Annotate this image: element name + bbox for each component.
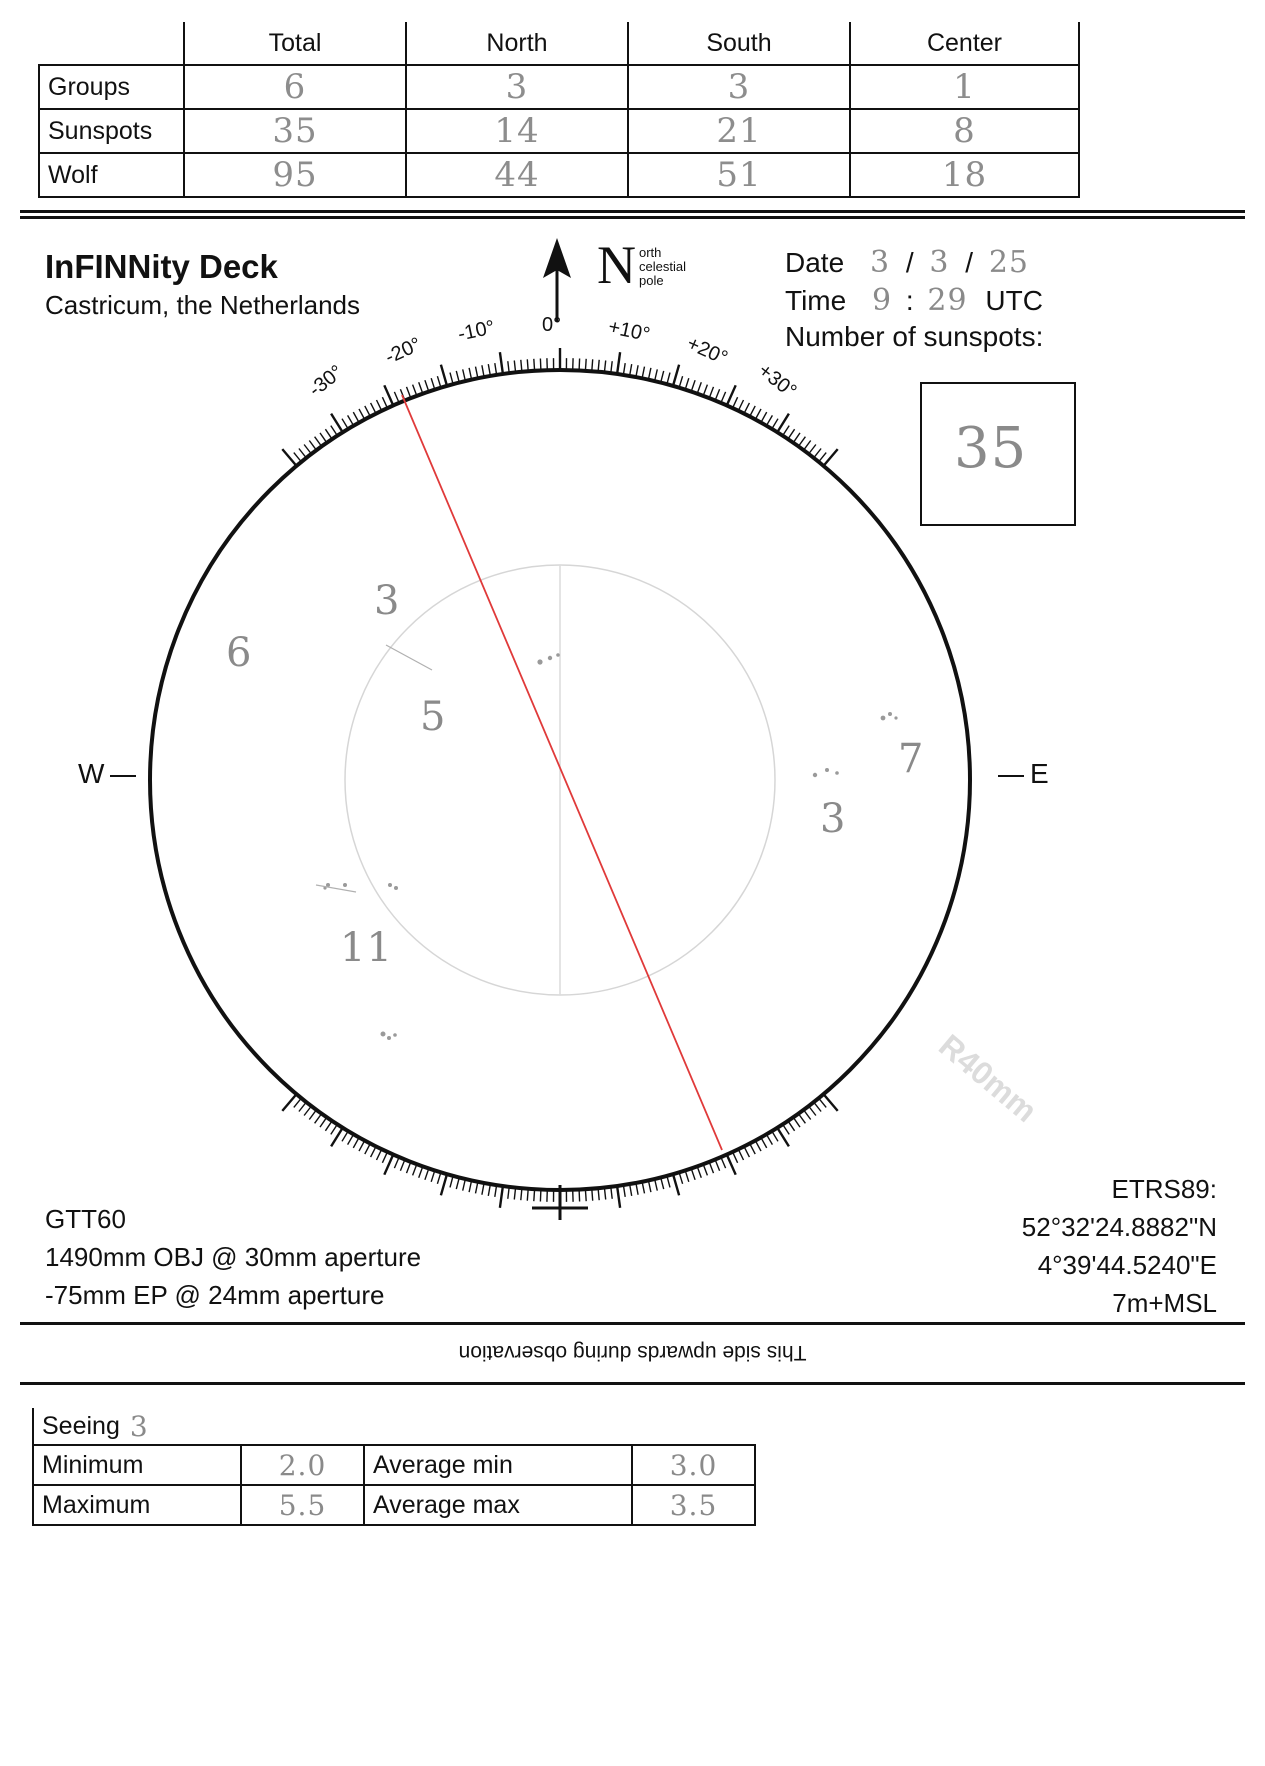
date-separator-2: / (965, 247, 974, 278)
north-sublabel (639, 246, 686, 288)
cell-groups-total: 6 (184, 65, 406, 109)
north-sublabel-line1: orth (639, 245, 662, 260)
column-header-south: South (628, 22, 850, 65)
cell-groups-south: 3 (628, 65, 850, 109)
top-tick-scale (282, 348, 837, 466)
time-label: Time (785, 285, 847, 316)
coordinate-system: ETRS89: (1111, 1174, 1217, 1204)
cell-wolf-north: 44 (406, 153, 628, 197)
tick-label-minus10: -10° (456, 316, 497, 346)
date-day-value: 3 (869, 245, 891, 280)
instrument-info (45, 1200, 421, 1314)
seeing-title-value: 3 (129, 1409, 149, 1443)
seeing-table (32, 1444, 756, 1526)
summary-table (38, 22, 1080, 198)
seeing-section (32, 1408, 718, 1526)
date-month-value: 3 (929, 245, 950, 280)
column-header-center: Center (850, 22, 1079, 65)
cell-sunspots-south: 21 (628, 109, 850, 153)
north-letter: N (597, 235, 636, 295)
instrument-objective: 1490mm OBJ @ 30mm aperture (45, 1242, 422, 1272)
north-celestial-pole-marker (535, 232, 725, 322)
north-sublabel-line3: pole (639, 273, 664, 288)
tick-label-minus20: -20° (381, 333, 425, 369)
tick-label-plus20: +20° (683, 332, 731, 370)
group-annotation: 6 (226, 630, 253, 676)
sunspot-guide-strokes (316, 645, 432, 892)
location-label: Castricum, the Netherlands (45, 290, 361, 320)
solar-disc (140, 340, 980, 1220)
instrument-eyepiece: -75mm EP @ 24mm aperture (45, 1280, 385, 1310)
corner-cell (39, 22, 184, 65)
date-separator-1: / (905, 247, 914, 278)
minimum-value: 2.0 (241, 1445, 364, 1485)
table-row (39, 65, 1079, 109)
time-row (785, 283, 1043, 321)
column-header-total: Total (184, 22, 406, 65)
date-row (785, 245, 1043, 283)
cell-sunspots-total: 35 (184, 109, 406, 153)
west-letter: W (78, 758, 105, 789)
row-label-groups: Groups (39, 65, 184, 109)
cell-sunspots-center: 8 (850, 109, 1079, 153)
group-annotation: 5 (420, 694, 447, 740)
table-row (39, 109, 1079, 153)
cell-wolf-south: 51 (628, 153, 850, 197)
divider-bottom (20, 1322, 1245, 1325)
solar-disc-svg (140, 340, 980, 1220)
group-annotation: 11 (340, 925, 393, 971)
row-label-sunspots: Sunspots (39, 109, 184, 153)
seeing-title: Seeing (42, 1411, 120, 1440)
column-header-north: North (406, 22, 628, 65)
maximum-label: Maximum (33, 1485, 241, 1525)
time-hour-value: 9 (871, 283, 893, 318)
table-row (33, 1445, 755, 1485)
average-min-label: Average min (364, 1445, 632, 1485)
minimum-label: Minimum (33, 1445, 241, 1485)
time-separator: : (905, 285, 914, 316)
group-annotation: 3 (374, 578, 401, 624)
table-row (33, 1485, 755, 1525)
east-label (998, 758, 1049, 790)
time-minute-value: 29 (927, 283, 968, 318)
north-sublabel-line2: celestial (639, 259, 686, 274)
average-min-value: 3.0 (632, 1445, 755, 1485)
instrument-name: GTT60 (45, 1204, 126, 1234)
table-header-row (39, 22, 1079, 65)
east-tick (998, 775, 1024, 777)
coordinate-elevation: 7m+MSL (1112, 1288, 1217, 1318)
table-row (39, 153, 1079, 197)
seeing-title-row (32, 1408, 577, 1444)
tick-label-zero: 0° (542, 314, 562, 336)
maximum-value: 5.5 (241, 1485, 364, 1525)
orientation-note: This side upwards during observation (458, 1341, 807, 1364)
coordinates-info (1022, 1170, 1217, 1322)
row-label-wolf: Wolf (39, 153, 184, 197)
divider-top-2 (20, 216, 1245, 219)
west-tick (110, 775, 136, 777)
sunspot-sketches (323, 653, 897, 1040)
group-annotation: 7 (898, 736, 925, 782)
average-max-value: 3.5 (632, 1485, 755, 1525)
cell-wolf-total: 95 (184, 153, 406, 197)
sunspot-count-label: Number of sunspots: (785, 321, 1044, 352)
west-label (78, 758, 136, 790)
tick-label-minus30: -30° (304, 361, 348, 402)
divider-top (20, 210, 1245, 213)
sunspot-count-value: 35 (954, 416, 1028, 481)
date-label: Date (785, 247, 845, 278)
tick-label-plus30: +30° (753, 359, 801, 403)
group-annotation: 3 (820, 796, 847, 842)
radius-watermark: R40mm (932, 1027, 1044, 1130)
time-unit: UTC (985, 285, 1043, 316)
coordinate-latitude: 52°32'24.8882"N (1021, 1212, 1217, 1242)
cell-groups-center: 1 (850, 65, 1079, 109)
date-year-value: 25 (988, 245, 1029, 280)
cell-wolf-center: 18 (850, 153, 1079, 197)
page-title: InFINNity Deck (45, 248, 278, 285)
meridian-line (402, 395, 722, 1150)
cell-groups-north: 3 (406, 65, 628, 109)
cell-sunspots-north: 14 (406, 109, 628, 153)
coordinate-longitude: 4°39'44.5240"E (1037, 1250, 1217, 1280)
divider-bottom-2 (20, 1382, 1245, 1385)
east-letter: E (1030, 758, 1049, 789)
average-max-label: Average max (364, 1485, 632, 1525)
tick-label-plus10: +10° (606, 315, 652, 347)
